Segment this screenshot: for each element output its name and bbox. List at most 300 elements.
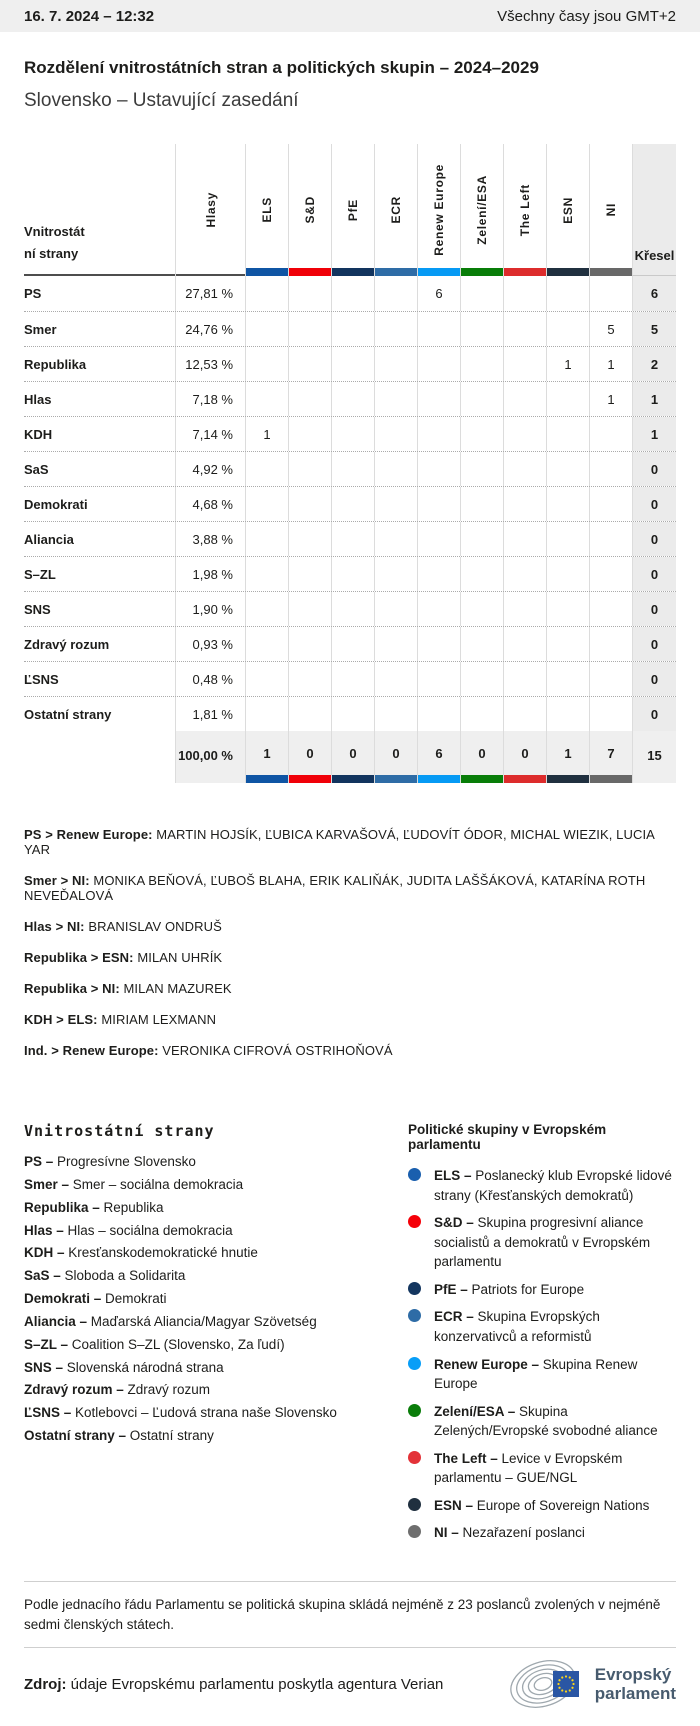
group-seats-cell: 1 — [589, 347, 632, 381]
assignment-row — [24, 981, 676, 996]
group-header-label: ECR — [389, 196, 403, 224]
group-color-bar — [375, 268, 417, 276]
votes-cell: 12,53 % — [175, 347, 245, 381]
assignment-label: Ind. > Renew Europe: — [24, 1043, 163, 1058]
party-name-cell: S–ZL — [24, 566, 56, 582]
group-seats-cell: 1 — [589, 382, 632, 416]
group-seats-cell — [331, 592, 374, 626]
total-group-cell — [288, 731, 331, 783]
group-seats-cell — [417, 522, 460, 556]
seats-cell: 0 — [632, 627, 676, 661]
group-seats-cell — [589, 452, 632, 486]
source-label: Zdroj: — [24, 1675, 67, 1693]
group-header-label: ELS — [260, 197, 274, 223]
seats-cell: 0 — [632, 662, 676, 696]
total-group-value: 1 — [564, 745, 572, 761]
total-group-value: 0 — [306, 745, 314, 761]
party-name-cell: KDH — [24, 426, 53, 442]
group-seats-cell — [331, 662, 374, 696]
votes-cell: 7,14 % — [175, 417, 245, 451]
group-seats-cell — [374, 522, 417, 556]
total-group-cell — [589, 731, 632, 783]
group-full-name: Poslanecký klub Evropské lidové strany (Křesťanských demokratů) — [434, 1168, 672, 1203]
party-full-name: Sloboda a Solidarita — [64, 1268, 186, 1284]
assignment-row — [24, 1043, 676, 1058]
group-seats-cell — [546, 522, 589, 556]
party-full-name: Maďarská Aliancia/Magyar Szövetség — [90, 1313, 317, 1329]
party-name-cell: Smer — [24, 321, 57, 337]
votes-cell: 24,76 % — [175, 312, 245, 346]
group-seats-cell — [288, 627, 331, 661]
group-color-bar — [547, 775, 589, 783]
seats-cell: 1 — [632, 417, 676, 451]
total-row — [24, 731, 676, 783]
total-group-cell — [417, 731, 460, 783]
group-seats-cell — [503, 487, 546, 521]
group-abbr: The Left – — [434, 1450, 502, 1466]
group-seats-cell — [460, 592, 503, 626]
source-row — [24, 1656, 676, 1726]
eu-flag-icon — [553, 1671, 579, 1697]
seats-cell: 0 — [632, 697, 676, 731]
table-row — [24, 556, 676, 591]
group-color-bar — [332, 268, 374, 276]
group-seats-cell — [331, 557, 374, 591]
group-color-dot — [408, 1525, 421, 1538]
group-seats-cell — [460, 417, 503, 451]
party-name-cell: SNS — [24, 601, 51, 617]
party-legend-item — [24, 1361, 384, 1376]
group-seats-cell — [288, 452, 331, 486]
total-group-value: 7 — [607, 745, 615, 761]
table-row — [24, 521, 676, 556]
party-full-name: Kresťanskodemokratické hnutie — [68, 1245, 258, 1261]
group-seats-cell — [546, 382, 589, 416]
group-legend-text — [434, 1280, 584, 1300]
group-legend-text — [434, 1496, 649, 1516]
group-seats-cell — [460, 627, 503, 661]
group-seats-cell — [503, 557, 546, 591]
group-column-header — [374, 144, 417, 276]
group-seats-cell — [245, 382, 288, 416]
assignment-label: Republika > ESN: — [24, 950, 138, 965]
party-legend-item — [24, 1406, 384, 1421]
page-title: Rozdělení vnitrostátních stran a politických skupin – 2024–2029 — [24, 58, 539, 77]
group-seats-cell — [288, 312, 331, 346]
group-seats-cell — [374, 697, 417, 731]
group-seats-cell — [331, 697, 374, 731]
total-group-value: 0 — [478, 745, 486, 761]
total-group-cell — [546, 731, 589, 783]
group-seats-cell — [374, 417, 417, 451]
group-legend-text — [434, 1449, 676, 1488]
group-seats-cell — [503, 382, 546, 416]
divider-top — [24, 1581, 676, 1582]
table-row — [24, 381, 676, 416]
source — [24, 1676, 443, 1693]
party-abbr: PS – — [24, 1154, 58, 1169]
group-seats-cell — [417, 662, 460, 696]
group-column-header — [331, 144, 374, 276]
party-legend-item — [24, 1429, 384, 1444]
votes-cell: 4,68 % — [175, 487, 245, 521]
group-seats-cell — [374, 347, 417, 381]
party-legend-item — [24, 1383, 384, 1398]
group-seats-cell — [546, 276, 589, 311]
group-column-header — [503, 144, 546, 276]
group-seats-cell — [245, 697, 288, 731]
group-seats-cell — [331, 417, 374, 451]
ep-logo-line2: parlament — [594, 1684, 676, 1704]
group-seats-cell — [374, 312, 417, 346]
group-legend-item — [408, 1213, 676, 1272]
seats-cell: 0 — [632, 522, 676, 556]
party-column-header-label: Vnitrostátní strany — [24, 224, 85, 261]
group-legend-item — [408, 1496, 676, 1516]
seats-cell: 0 — [632, 452, 676, 486]
group-color-bar — [246, 775, 288, 783]
group-seats-cell — [589, 417, 632, 451]
group-legend-item — [408, 1449, 676, 1488]
party-legend-item — [24, 1315, 384, 1330]
group-full-name: Skupina progresivní aliance socialistů a demokratů v Evropském parlamentu — [434, 1215, 651, 1270]
total-seats-cell: 15 — [632, 731, 676, 783]
group-seats-cell — [417, 487, 460, 521]
group-seats-cell — [374, 627, 417, 661]
group-seats-cell — [503, 662, 546, 696]
group-seats-cell — [288, 697, 331, 731]
party-full-name: Kotlebovci – Ľudová strana naše Slovensko — [75, 1405, 337, 1421]
group-seats-cell — [417, 417, 460, 451]
votes-cell: 7,18 % — [175, 382, 245, 416]
table-row — [24, 626, 676, 661]
party-full-name: Smer – sociálna demokracia — [72, 1176, 244, 1192]
group-seats-cell — [245, 487, 288, 521]
group-full-name: Europe of Sovereign Nations — [476, 1497, 650, 1513]
group-header-label: ESN — [561, 196, 575, 224]
total-group-value: 6 — [435, 745, 443, 761]
group-color-bar — [418, 775, 460, 783]
party-legend-item — [24, 1338, 384, 1353]
group-seats-cell — [331, 382, 374, 416]
table-row — [24, 276, 676, 311]
table-row — [24, 591, 676, 626]
party-abbr: ĽSNS – — [24, 1405, 76, 1421]
group-full-name: Skupina Evropských konzervativců a reformistů — [434, 1309, 600, 1344]
group-seats-cell — [589, 276, 632, 311]
assignment-names: MARTIN HOJSÍK, ĽUBICA KARVAŠOVÁ, ĽUDOVÍT ÓDOR, MICHAL WIEZIK, LUCIA YAR — [24, 827, 655, 857]
total-group-cell — [374, 731, 417, 783]
source-text: údaje Evropskému parlamentu poskytla agentura Verian — [70, 1675, 444, 1693]
group-column-header — [245, 144, 288, 276]
group-color-dot — [408, 1309, 421, 1322]
group-legend-item — [408, 1402, 676, 1441]
party-abbr: SaS – — [24, 1268, 65, 1284]
group-legend-text — [434, 1307, 676, 1346]
group-seats-cell — [331, 627, 374, 661]
party-legend-items — [24, 1155, 384, 1444]
party-full-name: Zdravý rozum — [127, 1382, 211, 1398]
party-name-cell: Ostatní strany — [24, 706, 112, 722]
group-color-dot — [408, 1451, 421, 1464]
total-group-cell — [331, 731, 374, 783]
party-legend-item — [24, 1178, 384, 1193]
group-legend-item — [408, 1166, 676, 1205]
assignment-row — [24, 827, 676, 857]
group-color-bar — [289, 268, 331, 276]
group-color-bar — [590, 775, 632, 783]
group-seats-cell — [374, 487, 417, 521]
group-seats-cell — [417, 557, 460, 591]
party-full-name: Progresívne Slovensko — [57, 1154, 196, 1169]
party-abbr: Republika – — [24, 1199, 104, 1215]
seats-cell: 2 — [632, 347, 676, 381]
group-full-name: Patriots for Europe — [471, 1281, 585, 1297]
party-abbr: Zdravý rozum – — [24, 1382, 128, 1398]
group-color-dot — [408, 1404, 421, 1417]
page-subtitle: Slovensko – Ustavující zasedání — [24, 90, 299, 111]
group-seats-cell — [245, 312, 288, 346]
party-name-cell: Hlas — [24, 391, 52, 407]
group-seats-cell — [503, 592, 546, 626]
group-seats-cell — [546, 627, 589, 661]
group-seats-cell — [460, 452, 503, 486]
assignment-label: PS > Renew Europe: — [24, 827, 157, 842]
group-abbr: Zelení/ESA – — [434, 1403, 520, 1419]
group-seats-cell: 6 — [417, 276, 460, 311]
group-seats-cell — [503, 347, 546, 381]
party-name-cell: Republika — [24, 356, 87, 372]
group-seats-cell — [331, 276, 374, 311]
group-full-name: Skupina Zelených/Evropské svobodné aliance — [434, 1403, 658, 1439]
votes-cell: 27,81 % — [175, 276, 245, 311]
group-color-bar — [246, 268, 288, 276]
group-seats-cell — [589, 627, 632, 661]
party-legend — [24, 1122, 384, 1551]
group-header-label: S&D — [303, 196, 317, 224]
group-seats-cell — [288, 276, 331, 311]
group-seats-cell — [546, 557, 589, 591]
group-full-name: Levice v Evropském parlamentu – GUE/NGL — [434, 1450, 623, 1486]
group-header-label: Renew Europe — [432, 164, 446, 256]
group-legend-text — [434, 1213, 676, 1272]
group-seats-cell — [460, 276, 503, 311]
ep-logo — [509, 1656, 676, 1712]
party-name-cell: Aliancia — [24, 531, 74, 547]
total-group-value: 0 — [349, 745, 357, 761]
total-cells — [245, 731, 632, 783]
group-seats-cell: 5 — [589, 312, 632, 346]
total-group-value: 0 — [521, 745, 529, 761]
votes-column-header-label: Hlasy — [203, 192, 218, 228]
group-seats-cell — [503, 697, 546, 731]
group-color-dot — [408, 1498, 421, 1511]
seats-cell: 5 — [632, 312, 676, 346]
group-color-bar — [332, 775, 374, 783]
group-abbr: NI – — [434, 1525, 463, 1541]
group-seats-cell — [546, 487, 589, 521]
group-legend-text — [434, 1355, 676, 1394]
seats-cell: 0 — [632, 487, 676, 521]
party-abbr: Demokrati – — [24, 1291, 106, 1307]
party-full-name: Republika — [103, 1199, 164, 1215]
group-seats-cell — [245, 627, 288, 661]
assignment-names: MONIKA BEŇOVÁ, ĽUBOŠ BLAHA, ERIK KALIŇÁK, JUDITA LAŠŠÁKOVÁ, KATARÍNA ROTH NEVEĎALOVÁ — [24, 873, 646, 903]
assignment-row — [24, 873, 676, 903]
group-seats-cell — [374, 592, 417, 626]
group-seats-cell: 1 — [546, 347, 589, 381]
group-seats-cell — [245, 452, 288, 486]
datetime: 16. 7. 2024 – 12:32 — [24, 7, 155, 25]
assignment-label: Smer > NI: — [24, 873, 94, 888]
results-table — [24, 144, 676, 783]
group-legend-item — [408, 1355, 676, 1394]
total-group-cell — [460, 731, 503, 783]
group-seats-cell — [503, 452, 546, 486]
group-seats-cell — [374, 662, 417, 696]
group-full-name: Nezařazení poslanci — [462, 1525, 585, 1541]
group-seats-cell — [331, 452, 374, 486]
group-seats-cell — [374, 452, 417, 486]
group-seats-cell — [331, 522, 374, 556]
group-legend — [384, 1122, 676, 1551]
group-abbr: ELS – — [434, 1168, 476, 1183]
group-seats-cell — [589, 697, 632, 731]
group-seats-cell — [288, 522, 331, 556]
group-seats-cell — [589, 487, 632, 521]
group-header-label: Zelení/ESA — [475, 175, 489, 245]
group-seats-cell — [245, 347, 288, 381]
ep-logo-text — [595, 1665, 676, 1703]
total-votes-cell: 100,00 % — [175, 731, 245, 783]
party-legend-item — [24, 1201, 384, 1216]
group-seats-cell — [417, 312, 460, 346]
main-content — [0, 58, 700, 1726]
table-row — [24, 416, 676, 451]
group-seats-cell — [503, 276, 546, 311]
group-abbr: Renew Europe – — [434, 1356, 543, 1372]
group-seats-cell — [546, 312, 589, 346]
group-color-bar — [590, 268, 632, 276]
group-seats-cell — [417, 452, 460, 486]
group-seats-cell — [417, 382, 460, 416]
group-seats-cell — [288, 662, 331, 696]
group-seats-cell — [331, 347, 374, 381]
group-seats-cell — [589, 557, 632, 591]
group-seats-cell — [503, 417, 546, 451]
group-header-label: The Left — [518, 183, 532, 237]
assignment-names: BRANISLAV ONDRUŠ — [88, 919, 222, 934]
seats-column-header-label: Křesel — [634, 248, 675, 263]
group-seats-cell — [417, 347, 460, 381]
legends — [24, 1122, 676, 1551]
group-full-name: Skupina Renew Europe — [434, 1356, 638, 1392]
divider-bottom — [24, 1647, 676, 1648]
assignment-label: Republika > NI: — [24, 981, 124, 996]
party-name-cell: Demokrati — [24, 496, 88, 512]
party-legend-item — [24, 1224, 384, 1239]
group-color-bar — [504, 268, 546, 276]
group-header-label: NI — [604, 203, 618, 217]
group-seats-cell — [417, 592, 460, 626]
votes-cell: 1,90 % — [175, 592, 245, 626]
group-seats-cell — [288, 557, 331, 591]
votes-cell: 1,81 % — [175, 697, 245, 731]
group-seats-cell — [245, 662, 288, 696]
group-legend-text — [434, 1523, 585, 1543]
group-seats-cell — [288, 592, 331, 626]
assignment-label: KDH > ELS: — [24, 1012, 102, 1027]
group-seats-cell — [245, 592, 288, 626]
group-abbr: PfE – — [434, 1281, 472, 1297]
seats-cell: 0 — [632, 557, 676, 591]
group-column-header — [460, 144, 503, 276]
party-legend-item — [24, 1292, 384, 1307]
assignment-names: MIRIAM LEXMANN — [101, 1012, 217, 1027]
votes-cell: 0,93 % — [175, 627, 245, 661]
group-legend-items — [408, 1166, 676, 1543]
votes-cell: 1,98 % — [175, 557, 245, 591]
group-legend-item — [408, 1523, 676, 1543]
votes-column-header — [175, 144, 245, 276]
assignment-names: MILAN UHRÍK — [137, 950, 223, 965]
party-name-cell: Zdravý rozum — [24, 636, 110, 652]
group-seats-cell — [288, 487, 331, 521]
table-row — [24, 661, 676, 696]
group-seats-cell — [288, 347, 331, 381]
group-seats-cell — [589, 662, 632, 696]
group-seats-cell — [503, 627, 546, 661]
table-body — [24, 276, 676, 731]
table-row — [24, 696, 676, 731]
group-color-bar — [461, 775, 503, 783]
group-header-label: PfE — [346, 198, 360, 222]
group-seats-cell — [460, 697, 503, 731]
group-seats-cell — [546, 592, 589, 626]
group-column-header — [288, 144, 331, 276]
group-legend-text — [434, 1166, 676, 1205]
group-seats-cell — [546, 662, 589, 696]
group-seats-cell — [546, 697, 589, 731]
group-seats-cell — [503, 522, 546, 556]
group-seats-cell — [245, 276, 288, 311]
group-legend-title: Politické skupiny v Evropském parlamentu — [408, 1122, 607, 1152]
party-column-header — [24, 144, 175, 276]
group-color-bar — [461, 268, 503, 276]
party-full-name: Ostatní strany — [129, 1428, 214, 1444]
assignments — [24, 827, 676, 1058]
party-legend-title: Vnitrostátní strany — [24, 1122, 215, 1140]
seats-cell: 0 — [632, 592, 676, 626]
group-color-bar — [418, 268, 460, 276]
group-color-bar — [547, 268, 589, 276]
party-abbr: SNS – — [24, 1359, 67, 1375]
group-color-bar — [504, 775, 546, 783]
seats-column-header — [632, 144, 676, 276]
party-name-cell: PS — [24, 286, 42, 301]
group-seats-cell — [245, 557, 288, 591]
group-seats-cell: 1 — [245, 417, 288, 451]
votes-cell: 0,48 % — [175, 662, 245, 696]
party-full-name: Coalition S–ZL (Slovensko, Za ľudí) — [71, 1336, 285, 1352]
group-abbr: ESN – — [434, 1497, 477, 1513]
group-column-header — [417, 144, 460, 276]
topbar — [0, 0, 700, 32]
total-group-cell — [245, 731, 288, 783]
ep-logo-line1: Evropský — [594, 1665, 672, 1685]
votes-cell: 3,88 % — [175, 522, 245, 556]
table-header-row — [24, 144, 676, 276]
